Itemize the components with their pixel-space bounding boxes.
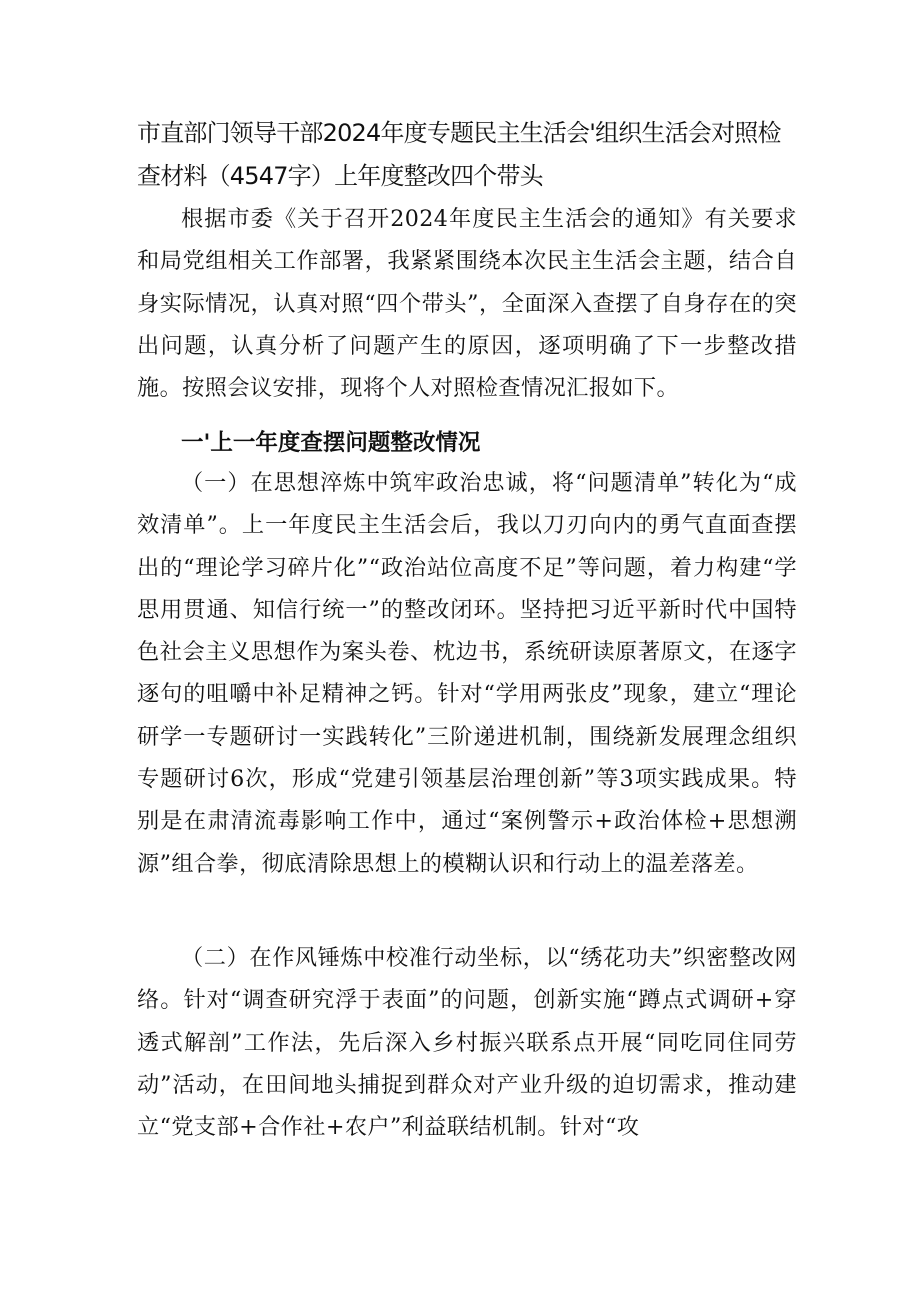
paragraph-item-2: （二）在作风锤炼中校准行动坐标，以“绣花功夫”织密整改网络。针对“调查研究浮于表面”的问题，创新实施“蹲点式调研+穿透式解剖”工作法，先后深入乡村振兴联系点开展“同吃同住同劳动”活动，在田间地头捕捉到群众对产业升级的迫切需求，推动建立“党支部+合作社+农户”利益联结机制。针对“攻 — [137, 945, 797, 1141]
document-title: 市直部门领导干部2024年度专题民主生活会'组织生活会对照检查材料（4547字）上年度整改四个带头 — [137, 119, 781, 190]
intro-paragraph: 根据市委《关于召开2024年度民主生活会的通知》有关要求和局党组相关工作部署，我紧紧围绕本次民主生活会主题，结合自身实际情况，认真对照“四个带头”，全面深入查摆了自身存在的突出问题，认真分析了问题产生的原因，逐项明确了下一步整改措施。按照会议安排，现将个人对照检查情况汇报如下。 — [137, 206, 797, 402]
paragraph-item-1: （一）在思想淬炼中筑牢政治忠诚，将“问题清单”转化为“成效清单”。上一年度民主生活会后，我以刀刃向内的勇气直面查摆出的“理论学习碎片化”“政治站位高度不足”等问题，着力构建“学思用贯通、知信行统一”的整改闭环。坚持把习近平新时代中国特色社会主义思想作为案头卷、枕边书，系统研读原著原文，在逐字逐句的咀嚼中补足精神之钙。针对“学用两张皮”现象，建立“理论研学一专题研讨一实践转化”三阶递进机制，围绕新发展理念组织专题研讨6次，形成“党建引领基层治理创新”等3项实践成果。特别是在肃清流毒影响工作中，通过“案例警示+政治体检+思想溯源”组合拳，彻底清除思想上的模糊认识和行动上的温差落差。 — [137, 470, 797, 877]
section-heading: 一'上一年度查摆问题整改情况 — [181, 430, 481, 456]
